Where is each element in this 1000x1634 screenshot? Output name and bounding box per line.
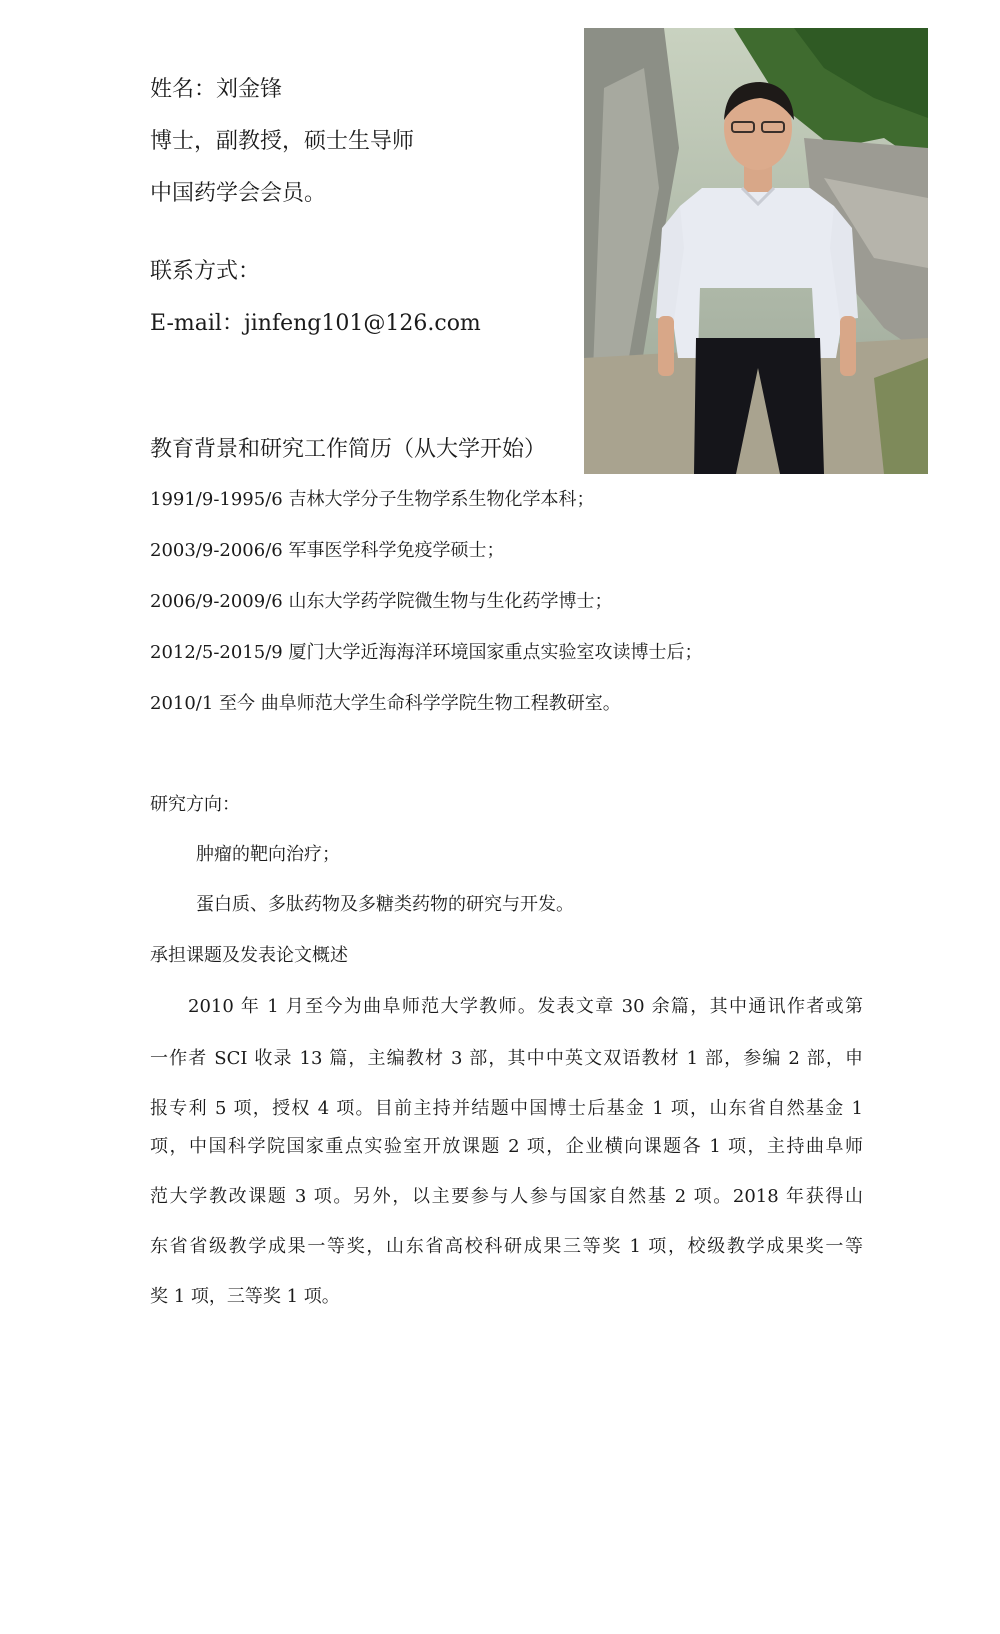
member-line: 中国药学会会员。	[150, 181, 327, 206]
contact-heading: 联系方式：	[150, 259, 261, 284]
paragraph-line: 报专利 5 项，授权 4 项。目前主持并结题中国博士后基金 1 项，山东省自然基金 1	[150, 1098, 863, 1119]
paragraph-line: 范大学教改课题 3 项。另外，以主要参与人参与国家自然基 2 项。2018 年获得山	[150, 1186, 863, 1207]
education-item: 2006/9-2009/6 山东大学药学院微生物与生化药学博士；	[150, 591, 613, 612]
projects-heading: 承担课题及发表论文概述	[150, 945, 348, 966]
paragraph-line: 东省省级教学成果一等奖，山东省高校科研成果三等奖 1 项，校级教学成果奖一等	[150, 1236, 863, 1257]
paragraph-line: 项，中国科学院国家重点实验室开放课题 2 项，企业横向课题各 1 项，主持曲阜师	[150, 1136, 863, 1157]
research-item: 蛋白质、多肽药物及多糖类药物的研究与开发。	[196, 894, 574, 915]
education-heading: 教育背景和研究工作简历（从大学开始）	[150, 437, 547, 462]
paragraph-line: 2010 年 1 月至今为曲阜师范大学教师。发表文章 30 余篇，其中通讯作者或第	[188, 996, 863, 1017]
portrait-photo	[584, 28, 928, 474]
email-line: E-mail：jinfeng101@126.com	[150, 311, 481, 336]
paragraph-line: 一作者 SCI 收录 13 篇，主编教材 3 部，其中中英文双语教材 1 部，参编 2 部，申	[150, 1048, 863, 1069]
education-item: 2010/1 至今 曲阜师范大学生命科学学院生物工程教研室。	[150, 693, 621, 714]
title-line: 博士，副教授，硕士生导师	[150, 129, 415, 154]
name-line: 姓名：刘金锋	[150, 77, 283, 102]
research-heading: 研究方向：	[150, 794, 240, 815]
research-item: 肿瘤的靶向治疗；	[196, 844, 340, 865]
education-item: 2012/5-2015/9 厦门大学近海海洋环境国家重点实验室攻读博士后；	[150, 642, 703, 663]
paragraph-line: 奖 1 项，三等奖 1 项。	[150, 1286, 340, 1307]
education-item: 1991/9-1995/6 吉林大学分子生物学系生物化学本科；	[150, 489, 595, 510]
education-item: 2003/9-2006/6 军事医学科学免疫学硕士；	[150, 540, 505, 561]
